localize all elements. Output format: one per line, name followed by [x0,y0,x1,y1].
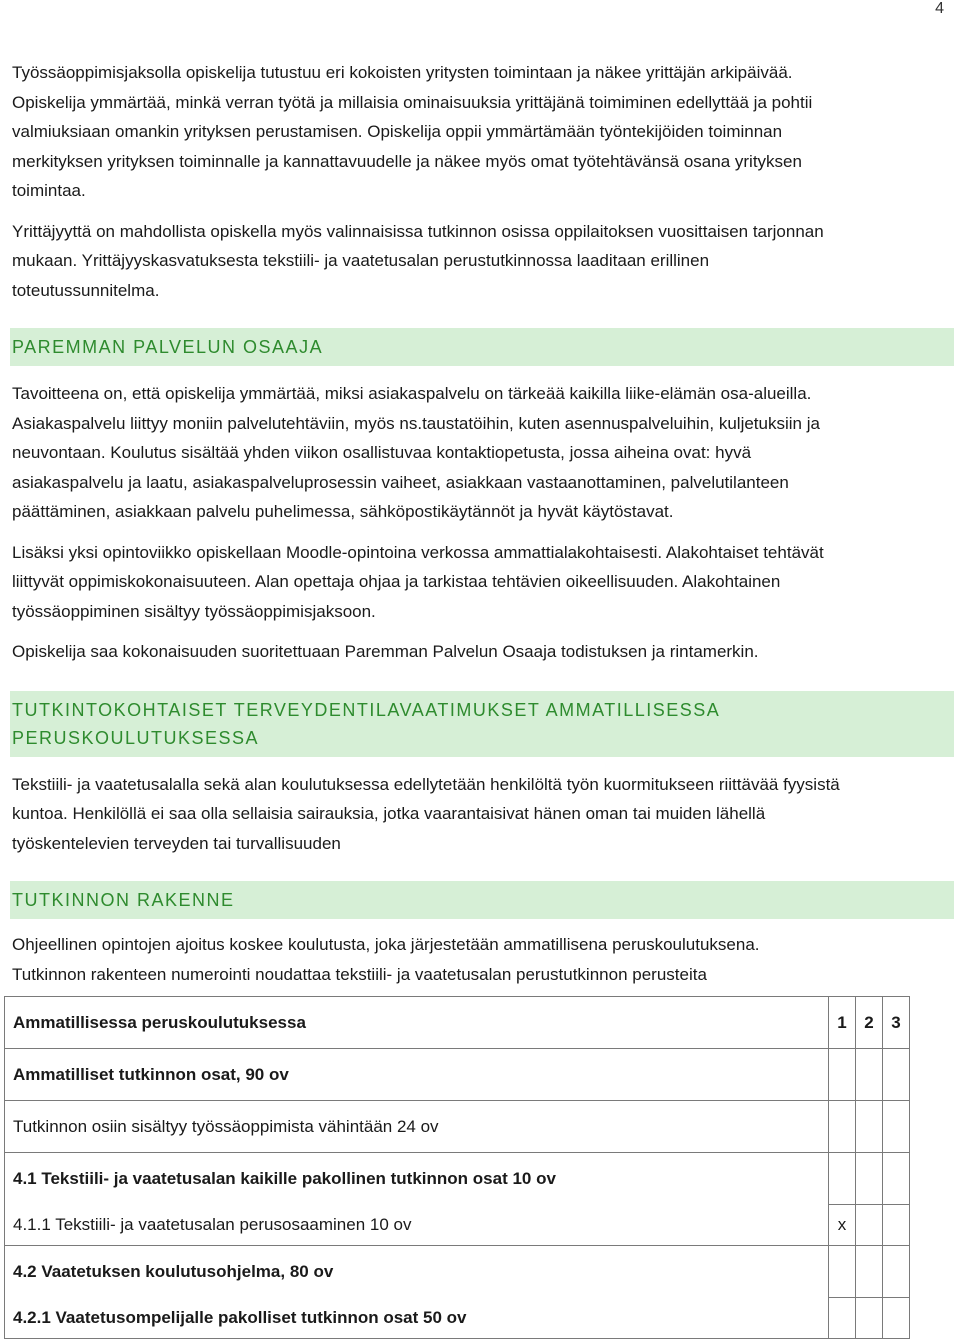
table-row [5,1153,910,1205]
table-row [5,1049,910,1101]
text-line: asiakaspalvelu ja laatu, asiakaspalveluprosessin vaiheet, asiakkaan vastaanottaminen, palvelutilanteen [12,472,789,492]
table-cell [883,1205,910,1246]
table-cell [883,1049,910,1101]
table-cell [829,1246,856,1298]
text-line: toteutussunnitelma. [12,280,160,300]
table-cell-label: 4.1 Tekstiili- ja vaatetusalan kaikille pakollinen tutkinnon osat 10 ov [5,1153,829,1205]
table-header-label: Ammatillisessa peruskoulutuksessa [5,997,829,1049]
table-cell-mark: x [829,1205,856,1246]
section-heading-structure: TUTKINNON RAKENNE [10,881,954,919]
table-cell-label: 4.2.1 Vaatetusompelijalle pakolliset tutkinnon osat 50 ov [5,1298,829,1339]
text-line: Lisäksi yksi opintoviikko opiskellaan Moodle-opintoina verkossa ammattialakohtaisesti. Alakohtaiset tehtävät [12,542,824,562]
table-cell [856,1101,883,1153]
intro-paragraph-1 [12,58,954,206]
text-line: liittyvät oppimiskokonaisuuteen. Alan opettaja ohjaa ja tarkistaa tehtävien oikeellisuuden. Alakohtainen [12,572,781,591]
structure-paragraph [12,930,954,989]
table-cell [829,1049,856,1101]
intro-paragraph-2 [12,217,954,306]
text-line: Tekstiili- ja vaatetusalalla sekä alan koulutuksessa edellytetään henkilöltä työn kuormitukseen riittävää fyysistä [12,774,840,794]
table-header-row [5,997,910,1049]
section-heading-service: PAREMMAN PALVELUN OSAAJA [10,328,954,366]
service-paragraph-2 [12,538,954,627]
table-cell [856,1298,883,1339]
degree-structure-table [4,996,910,1339]
text-line: työssäoppiminen sisältyy työssäoppimisjaksoon. [12,601,376,621]
text-line: päättäminen, asiakkaan palvelu puhelimessa, sähköpostikäytännöt ja hyvät käytöstavat. [12,502,674,521]
table-cell [883,1153,910,1205]
health-paragraph [12,770,954,859]
page-number: 4 [935,0,944,17]
table-cell [883,1298,910,1339]
service-paragraph-3: Opiskelija saa kokonaisuuden suoritettuaan Paremman Palvelun Osaaja todistuksen ja rintamerkin. [12,642,759,661]
document-body [12,58,954,989]
text-line: Asiakaspalvelu liittyy moniin palvelutehtäviin, myös ns.taustatöihin, kuten asennuspalveluihin, kuljetuksiin ja [12,413,820,433]
text-line: toimintaa. [12,181,86,200]
service-paragraph-1 [12,379,954,527]
table-cell-label: Ammatilliset tutkinnon osat, 90 ov [5,1049,829,1101]
table-header-col-2: 2 [856,997,883,1049]
table-cell-label: Tutkinnon osiin sisältyy työssäoppimista vähintään 24 ov [5,1101,829,1153]
text-line: Opiskelija ymmärtää, minkä verran työtä ja millaisia ominaisuuksia yrittäjänä toimiminen edellyttää ja pohtii [12,92,813,112]
text-line: työskentelevien terveyden tai turvallisuuden [12,833,341,853]
table-cell [856,1205,883,1246]
table-cell [856,1153,883,1205]
text-line: neuvontaan. Koulutus sisältää yhden viikon osallistuvaa kontaktiopetusta, jossa aiheina ovat: hyvä [12,443,752,462]
text-line: mukaan. Yrittäjyyskasvatuksesta tekstiili- ja vaatetusalan perustutkinnossa laaditaan erillinen [12,251,710,270]
table-cell [829,1153,856,1205]
table-header-col-3: 3 [883,997,910,1049]
heading-line: TUTKINTOKOHTAISET TERVEYDENTILAVAATIMUKSET AMMATILLISESSA [12,699,721,720]
table-cell [829,1101,856,1153]
table-row [5,1246,910,1298]
table-cell [883,1101,910,1153]
text-line: Tutkinnon rakenteen numerointi noudattaa tekstiili- ja vaatetusalan perustutkinnon perusteita [12,964,707,984]
table-cell-label: 4.1.1 Tekstiili- ja vaatetusalan perusosaaminen 10 ov [5,1205,829,1246]
table-row [5,1205,910,1246]
text-line: valmiuksiaan omankin yrityksen perustamisen. Opiskelija oppii ymmärtämään työntekijöiden toiminnan [12,122,783,141]
table-cell [883,1246,910,1298]
table-row [5,1101,910,1153]
text-line: Ohjeellinen opintojen ajoitus koskee koulutusta, joka järjestetään ammatillisena peruskoulutuksena. [12,935,760,954]
table-cell [856,1246,883,1298]
text-line: kuntoa. Henkilöllä ei saa olla sellaisia sairauksia, jotka vaarantaisivat hänen oman tai muiden lähellä [12,804,766,823]
text-line: merkityksen yrityksen toiminnalle ja kannattavuudelle ja näkee myös omat työtehtävänsä osana yrityksen [12,151,802,171]
heading-line: PERUSKOULUTUKSESSA [12,727,260,748]
table-cell [856,1049,883,1101]
text-line: Työssäoppimisjaksolla opiskelija tutustuu eri kokoisten yritysten toimintaan ja näkee yrittäjän arkipäivää. [12,63,793,82]
table-cell [829,1298,856,1339]
section-heading-health [10,691,954,757]
table-row [5,1298,910,1339]
text-line: Yrittäjyyttä on mahdollista opiskella myös valinnaisissa tutkinnon osissa oppilaitoksen vuosittaisen tarjonnan [12,221,824,241]
table-header-col-1: 1 [829,997,856,1049]
table-cell-label: 4.2 Vaatetuksen koulutusohjelma, 80 ov [5,1246,829,1298]
text-line: Tavoitteena on, että opiskelija ymmärtää, miksi asiakaspalvelu on tärkeää kaikilla liike-elämän osa-alueilla. [12,384,812,403]
